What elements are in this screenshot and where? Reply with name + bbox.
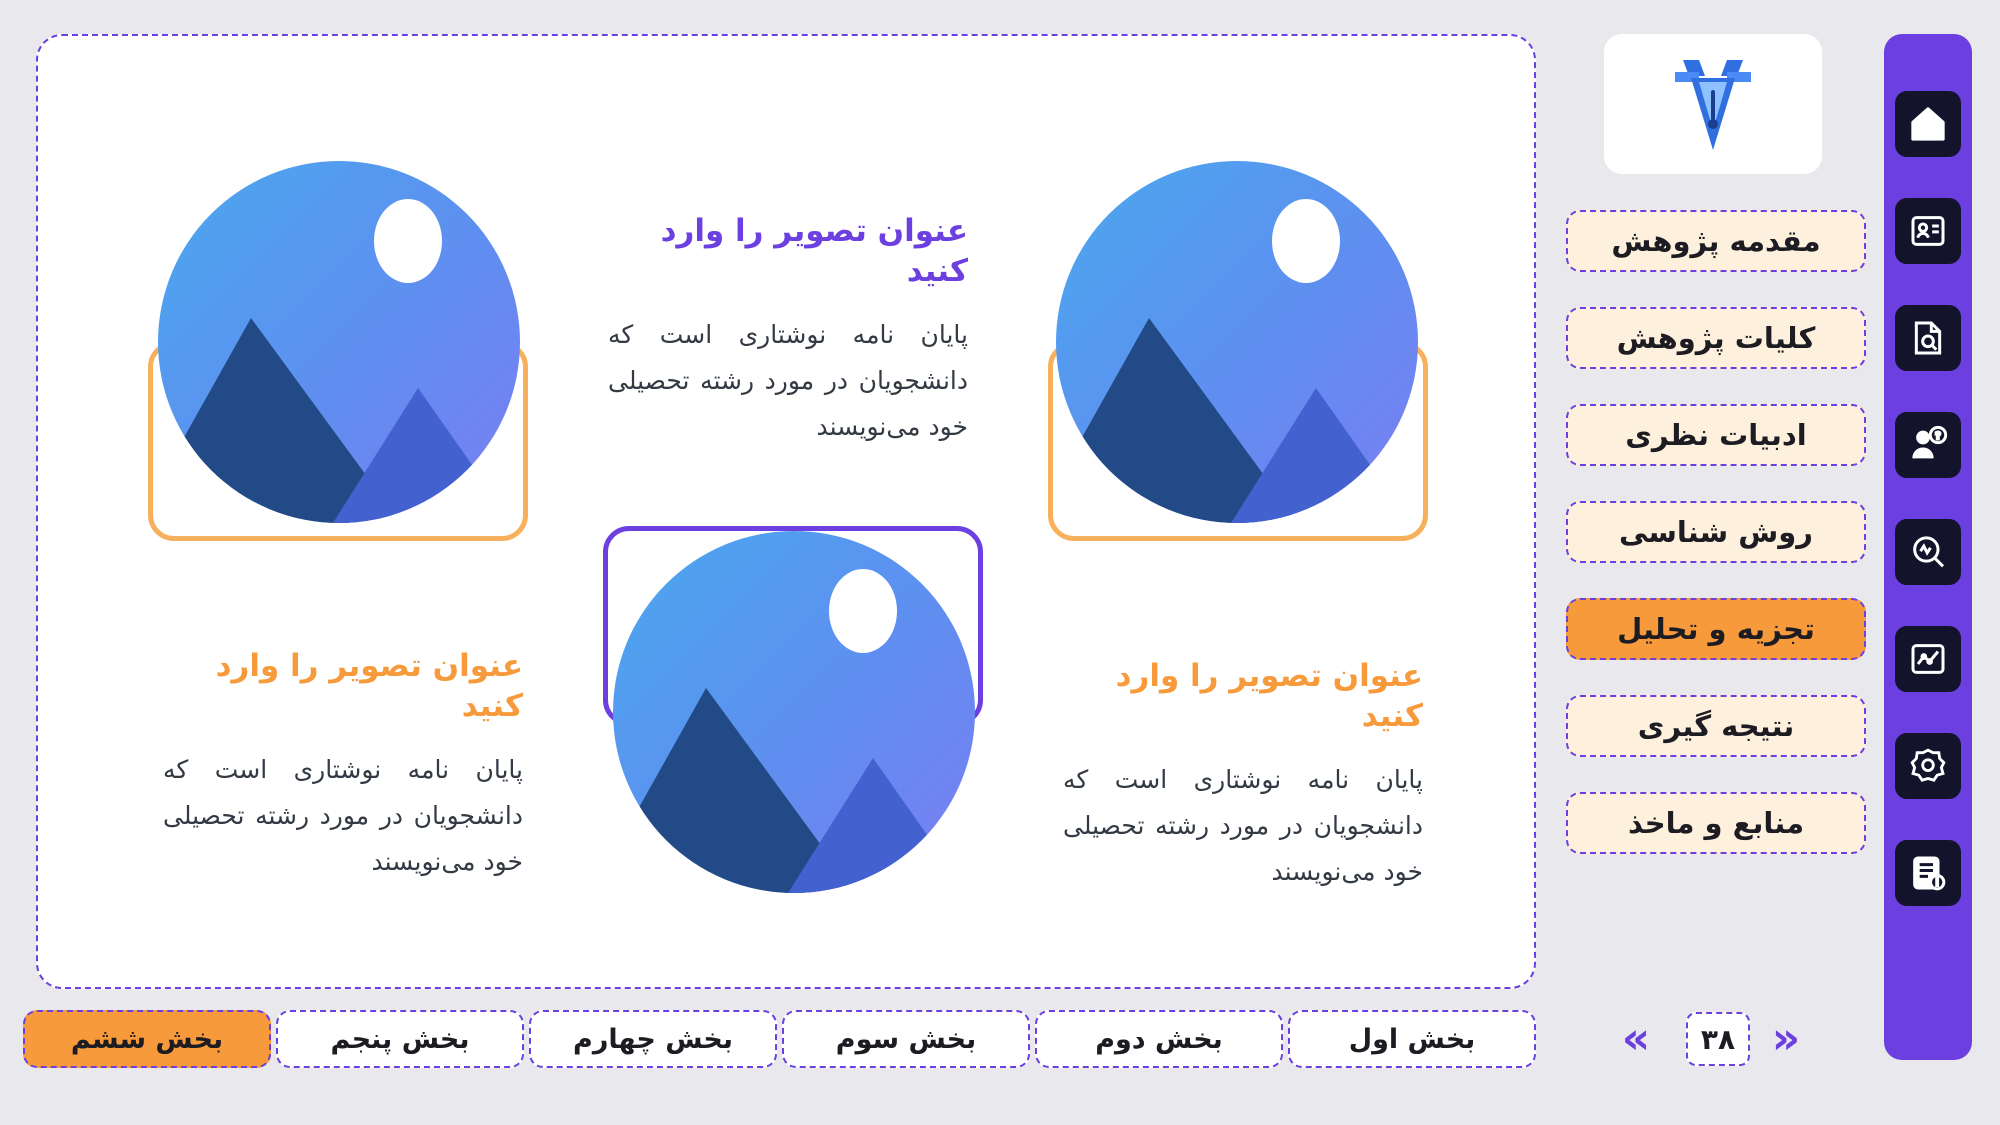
azad-university-logo-icon [1659, 52, 1767, 156]
text-block-1 [608, 211, 968, 450]
image-title-2: عنوان تصویر را وارد کنید [1115, 658, 1423, 735]
badge-award-icon[interactable] [1895, 733, 1961, 799]
sidebar-item-label: کلیات پژوهش [1616, 321, 1816, 355]
sidebar-item-label: نتیجه گیری [1637, 709, 1795, 743]
icon-rail [1884, 34, 1972, 1060]
sidebar-item-raveshshenasi[interactable] [1566, 501, 1866, 563]
tab-bakhsh-dovom[interactable] [1035, 1010, 1283, 1068]
book-info-icon[interactable] [1895, 840, 1961, 906]
text-block-3 [163, 646, 523, 885]
image-title-3: عنوان تصویر را وارد کنید [215, 648, 523, 725]
next-page-icon[interactable]: » [1621, 1013, 1651, 1064]
tab-label: بخش دوم [1095, 1023, 1223, 1055]
sun-shape [374, 199, 442, 283]
svg-text:?: ? [1935, 431, 1941, 442]
image-placeholder-1 [158, 161, 520, 523]
tab-bakhsh-chaharom[interactable] [529, 1010, 777, 1068]
tab-label: بخش ششم [70, 1023, 224, 1055]
mountain-front-shape [1231, 388, 1411, 523]
sidebar-item-kolliyat[interactable] [1566, 307, 1866, 369]
sidebar-item-label: روش شناسی [1619, 515, 1813, 549]
pager [1566, 1010, 1866, 1070]
image-body-2: پایان نامه نوشتاری است که دانشجویان در مورد رشته تحصیلی خود می‌نویسند [1063, 764, 1423, 887]
mountain-front-shape [788, 758, 968, 893]
image-body-3: پایان نامه نوشتاری است که دانشجویان در مورد رشته تحصیلی خود می‌نویسند [163, 754, 523, 877]
id-card-icon[interactable] [1895, 198, 1961, 264]
tab-label: بخش چهارم [573, 1023, 733, 1055]
sidebar-item-moghadame[interactable] [1566, 210, 1866, 272]
document-search-icon[interactable] [1895, 305, 1961, 371]
sidebar-item-label: تجزیه و تحلیل [1617, 612, 1815, 646]
image-placeholder-2 [1056, 161, 1418, 523]
tab-bakhsh-aval[interactable] [1288, 1010, 1536, 1068]
page-number: ۳۸ [1686, 1012, 1750, 1066]
tab-bakhsh-panjom[interactable] [276, 1010, 524, 1068]
tab-label: بخش پنجم [330, 1023, 470, 1055]
tab-bakhsh-sheshom[interactable] [23, 1010, 271, 1068]
sun-shape [829, 569, 897, 653]
sun-shape [1272, 199, 1340, 283]
home-icon[interactable] [1895, 91, 1961, 157]
person-question-icon[interactable] [1895, 412, 1961, 478]
sidebar-item-manabe[interactable] [1566, 792, 1866, 854]
tab-bakhsh-sevom[interactable] [782, 1010, 1030, 1068]
section-tabs [26, 1010, 1536, 1072]
sidebar-item-label: منابع و ماخذ [1627, 806, 1805, 840]
slide-canvas [36, 34, 1536, 989]
image-placeholder-3 [613, 531, 975, 893]
image-title-1: عنوان تصویر را وارد کنید [660, 213, 968, 290]
tab-label: بخش سوم [835, 1023, 977, 1055]
section-menu [1566, 34, 1876, 1034]
magnifier-chart-icon[interactable] [1895, 519, 1961, 585]
svg-text:i: i [1935, 877, 1939, 889]
sidebar-item-natijegiri[interactable] [1566, 695, 1866, 757]
sidebar-item-label: ادبیات نظری [1625, 418, 1807, 452]
text-block-2 [1063, 656, 1423, 895]
mountain-front-shape [333, 388, 513, 523]
sidebar-item-tajzieh-tahlil[interactable] [1566, 598, 1866, 660]
sidebar-item-label: مقدمه پژوهش [1611, 224, 1821, 258]
line-chart-icon[interactable] [1895, 626, 1961, 692]
university-logo [1604, 34, 1822, 174]
prev-page-icon[interactable]: « [1771, 1013, 1801, 1064]
image-body-1: پایان نامه نوشتاری است که دانشجویان در مورد رشته تحصیلی خود می‌نویسند [608, 319, 968, 442]
tab-label: بخش اول [1348, 1023, 1476, 1055]
sidebar-item-adabiyat[interactable] [1566, 404, 1866, 466]
